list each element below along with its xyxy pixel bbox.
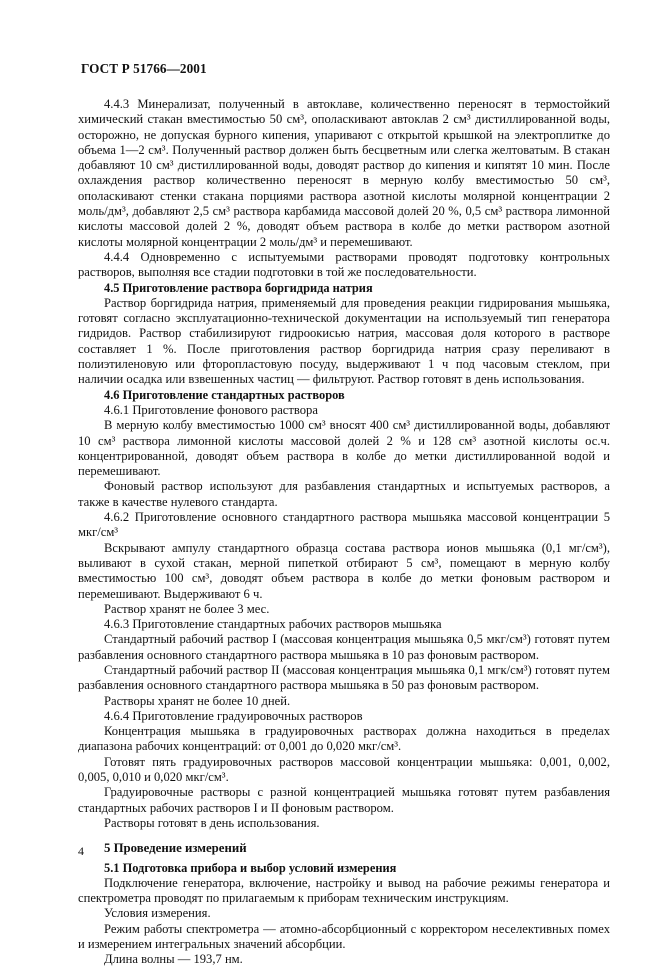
paragraph-concentration-range: Концентрация мышьяка в градуировочных растворах должна находиться в пределах диапазона рабочих концентраций: от 0,001 до 0,020 мкг/см³. bbox=[78, 724, 610, 754]
paragraph-storage-10-days: Растворы хранят не более 10 дней. bbox=[104, 693, 291, 708]
paragraph-five-solutions: Готовят пять градуировочных растворов массовой концентрации мышьяка: 0,001, 0,002, 0,005, 0,010 и 0,020 мкг/см³. bbox=[78, 754, 610, 785]
subheading-4-6-3: 4.6.3 Приготовление стандартных рабочих растворов мышьяка bbox=[104, 617, 442, 632]
paragraph-dilution: Градуировочные растворы с разной концентрацией мышьяка готовят путем разбавления стандартных рабочих растворов I и II фоновым раствором. bbox=[78, 785, 610, 815]
paragraph-background-solution: В мерную колбу вместимостью 1000 см³ вносят 400 см³ дистиллированной воды, добавляют 10 см³ раствора лимонной кислоты массовой долей 2 % и 128 см³ азотной кислоты ос.ч. концентрированной, доводят объем раствора в колбе до метки дистиллированной водой и перемешивают. bbox=[78, 418, 610, 479]
paragraph-ampoule: Вскрывают ампулу стандартного образца состава раствора ионов мышьяка (0,1 мг/см³), выливают в сухой стакан, мерной пипеткой отбирают 5 см³, помещают в мерную колбу вместимостью 100 см³, доводят объем раствора в колбе до метки фоновым раствором и перемешивают. Выдерживают 6 ч. bbox=[78, 540, 610, 601]
page-number: 4 bbox=[78, 844, 84, 858]
paragraph-borohydride: Раствор боргидрида натрия, применяемый для проведения реакции гидрирования мышьяка, готовят согласно эксплуатационно-технической документации на используемый тип генератора гидридов. Раствор стабилизируют гидроокисью натрия, массовая доля которого в растворе составляет 1 %. После приготовления раствор боргидрида натрия сразу переливают в полиэтиленовую или фторопластовую посуду, выдерживают 1 ч под часовым стеклом, при наличии осадка или взвешенных частиц — фильтруют. Раствор готовят в день использования. bbox=[78, 295, 610, 387]
paragraph-conditions: Условия измерения. bbox=[104, 906, 211, 921]
heading-4-5: 4.5 Приготовление раствора боргидрида натрия bbox=[104, 280, 373, 295]
paragraph-4-4-3: 4.4.3 Минерализат, полученный в автоклаве, количественно переносят в термостойкий химический стакан вместимостью 50 см³, ополаскивают автоклав 2 см³ дистиллированной воды, осторожно, не допуская бурного кипения, упаривают с открытой крышкой на электроплитке до объема 1—2 см³. Полученный раствор должен быть бесцветным или слегка желтоватым. В стакан добавляют 10 см³ дистиллированной воды, доводят раствор до кипения и кипятят 10 мин. После охлаждения раствор количественно переносят в мерную колбу вместимостью 50 см³, ополаскивают стенки стакана порциями раствора азотной кислоты молярной концентрации 2 моль/дм³, добавляют 2,5 см³ раствора карбамида массовой долей 20 %, 0,5 см³ раствора лимонной кислоты массовой долей 2 %, доводят объем раствора в колбе до метки раствором азотной кислоты молярной концентрации 2 моль/дм³ и перемешивают. bbox=[78, 97, 610, 249]
paragraph-working-solution-2: Стандартный рабочий раствор II (массовая концентрация мышьяка 0,1 мгк/см³) готовят путем разбавления основного стандартного раствора мышьяка в 50 раз фоновым раствором. bbox=[78, 662, 610, 693]
paragraph-working-solution-1: Стандартный рабочий раствор I (массовая концентрация мышьяка 0,5 мкг/см³) готовят путем разбавления основного стандартного раствора мышьяка в 10 раз фоновым раствором. bbox=[78, 632, 610, 662]
body-text bbox=[78, 97, 610, 968]
standard-header: ГОСТ Р 51766—2001 bbox=[81, 61, 207, 76]
paragraph-mode: Режим работы спектрометра — атомно-абсорбционный с корректором неселективных помех и измерением интегральных значений абсорбции. bbox=[78, 921, 610, 952]
paragraph-connection: Подключение генератора, включение, настройку и вывод на рабочие режимы генератора и спектрометра проводят по прилагаемым к приборам техническим инструкциям. bbox=[78, 875, 610, 906]
paragraph-4-4-4: 4.4.4 Одновременно с испытуемыми растворами проводят подготовку контрольных растворов, выполняя все стадии подготовки в той же последовательности. bbox=[78, 249, 610, 280]
subheading-4-6-2: 4.6.2 Приготовление основного стандартного раствора мышьяка массовой концентрации 5 мкг/см³ bbox=[78, 510, 610, 540]
paragraph-storage-3-months: Раствор хранят не более 3 мес. bbox=[104, 601, 270, 616]
subheading-4-6-1: 4.6.1 Приготовление фонового раствора bbox=[104, 402, 318, 417]
paragraph-background-usage: Фоновый раствор используют для разбавления стандартных и испытуемых растворов, а также в качестве нулевого стандарта. bbox=[78, 479, 610, 509]
paragraph-prepare-same-day: Растворы готовят в день использования. bbox=[104, 815, 320, 830]
heading-5-1: 5.1 Подготовка прибора и выбор условий измерения bbox=[104, 860, 397, 875]
paragraph-wavelength: Длина волны — 193,7 нм. bbox=[104, 952, 243, 967]
section-heading-5: 5 Проведение измерений bbox=[104, 841, 247, 856]
subheading-4-6-4: 4.6.4 Приготовление градуировочных растворов bbox=[104, 708, 363, 723]
heading-4-6: 4.6 Приготовление стандартных растворов bbox=[104, 387, 345, 402]
